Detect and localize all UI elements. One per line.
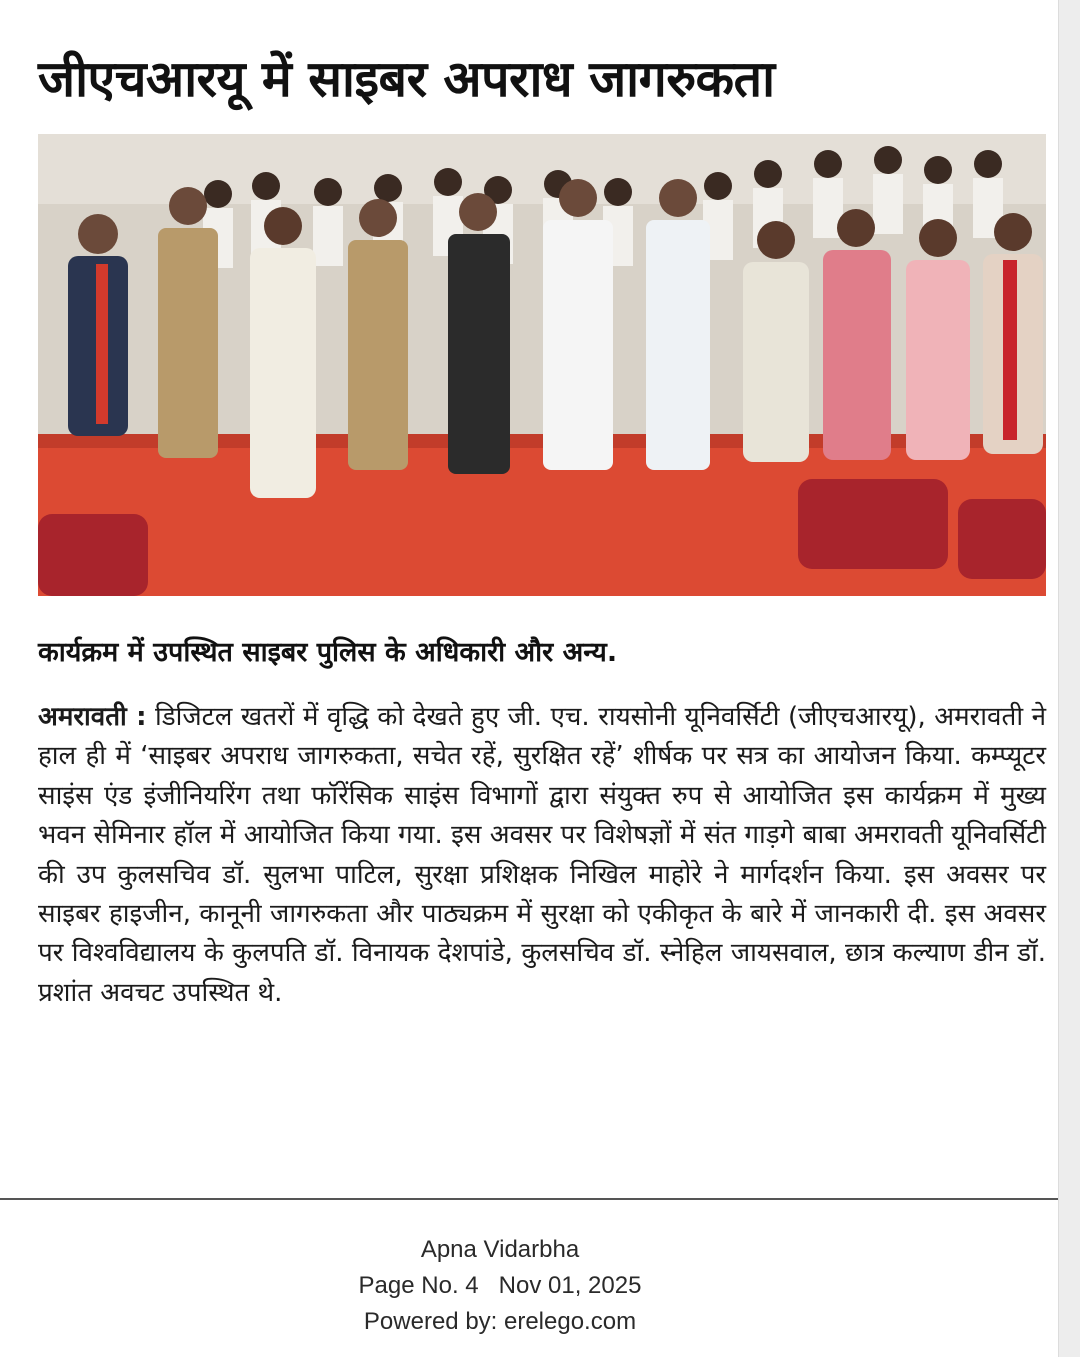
right-margin-strip (1058, 0, 1080, 1357)
footer (240, 1232, 760, 1340)
page-date-line (240, 1268, 760, 1304)
article-body (38, 698, 1046, 1008)
group-photo (38, 134, 1046, 596)
powered-by: Powered by: erelego.com (363, 1308, 637, 1335)
page-number: Page No. 4 (358, 1272, 479, 1299)
article-text: डिजिटल खतरों में वृद्धि को देखते हुए जी. एच. रायसोनी यूनिवर्सिटी (जीएचआरयू), अमरावती ने हाल ही में ‘साइबर अपराध जागरुकता, सचेत रहें, सुरक्षित रहें’ शीर्षक पर सत्र का आयोजन किया. कम्प्यूटर साइंस एंड इंजीनियरिंग तथा फॉरेंसिक साइंस विभागों द्वारा संयुक्त रुप से आयोजित इस कार्यक्रम में मुख्य भवन सेमिनार हॉल में आयोजित किया गया. इस अवसर पर विशेषज्ञों में संत गाड़गे बाबा अमरावती यूनिवर्सिटी की उप कुलसचिव डॉ. सुलभा पाटिल, सुरक्षा प्रशिक्षक निखिल माहोरे ने मार्गदर्शन किया. इस अवसर पर साइबर हाइजीन, कानूनी जागरुकता और पाठ्यक्रम में सुरक्षा को एकीकृत के बारे में जानकारी दी. इस अवसर पर विश्वविद्यालय के कुलपति डॉ. विनायक देशपांडे, कुलसचिव डॉ. स्नेहिल जायसवाल, छात्र कल्याण डीन डॉ. प्रशांत अवचट उपस्थित थे. (38, 702, 1046, 1008)
publication-name: Apna Vidarbha (420, 1236, 580, 1263)
dateline: अमरावती : (38, 702, 147, 732)
photo-caption: कार्यक्रम में उपस्थित साइबर पुलिस के अधिकारी और अन्य. (38, 637, 618, 668)
footer-divider (0, 1198, 1058, 1200)
group-photo-icon (38, 134, 1046, 596)
publish-date: Nov 01, 2025 (498, 1272, 642, 1299)
headline: जीएचआरयू में साइबर अपराध जागरुकता (38, 50, 775, 108)
